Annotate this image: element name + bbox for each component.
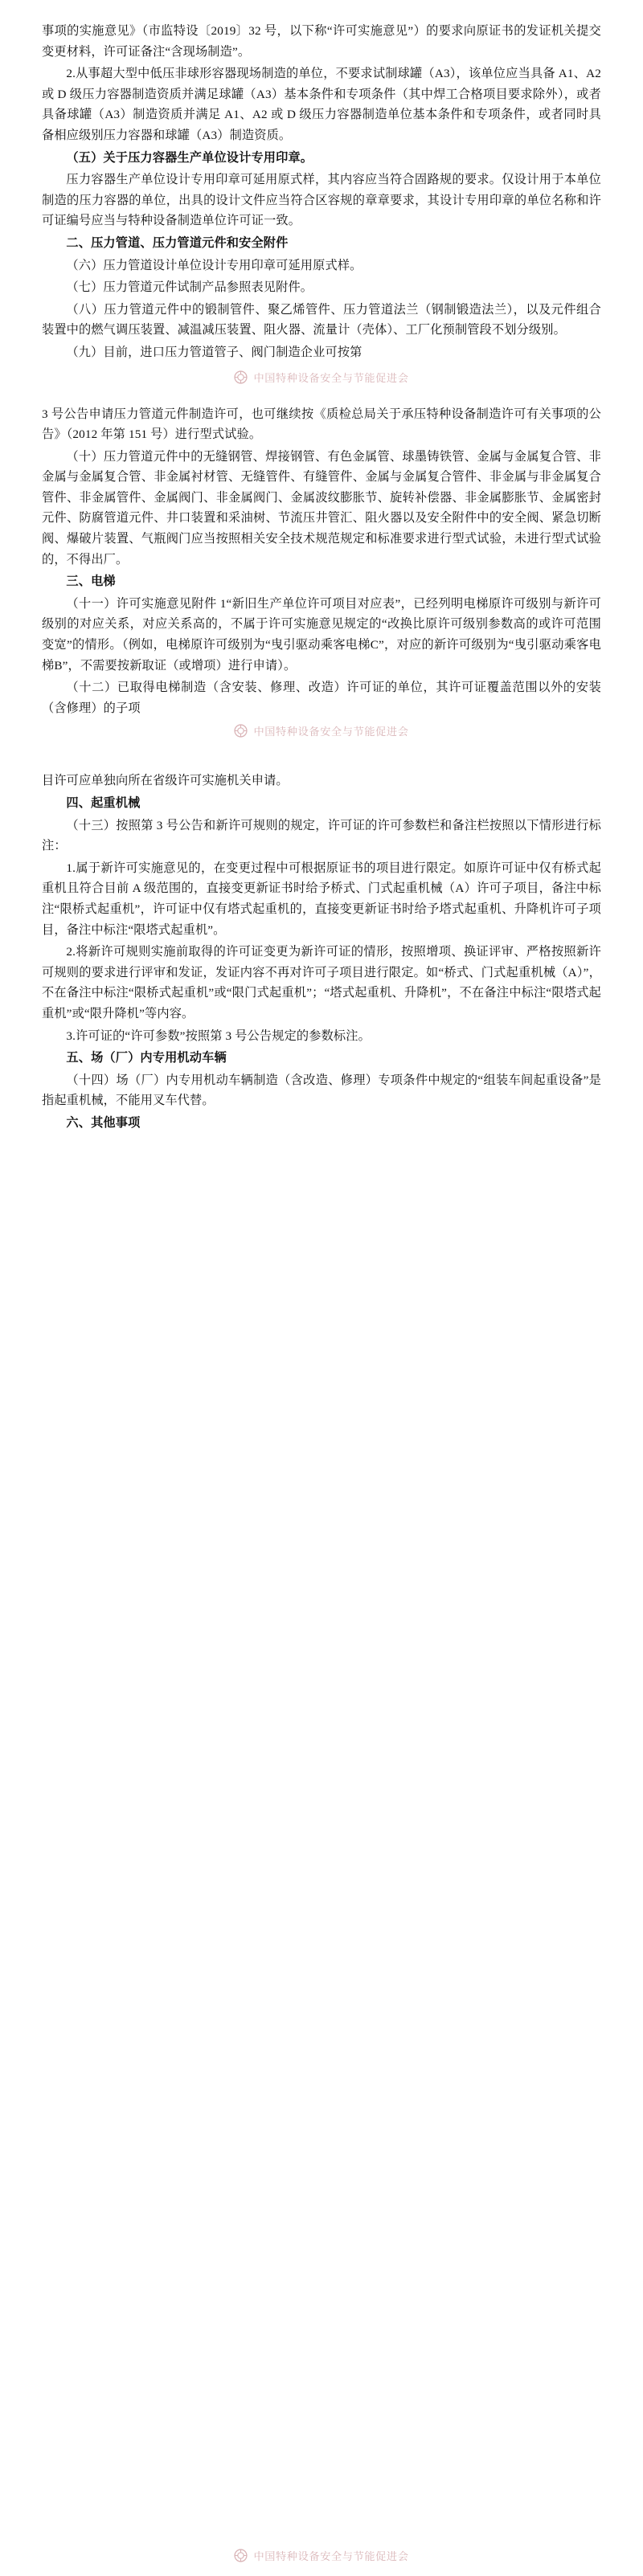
section-heading: 二、压力管道、压力管道元件和安全附件 (66, 235, 289, 250)
paragraph: （六）压力管道设计单位设计专用印章可延用原式样。 (66, 258, 362, 272)
paragraph: 1.属于新许可实施意见的，在变更过程中可根据原证书的项目进行限定。如原许可证中仅有桥式起重机且符合目前 A 级范围的，直接变更新证书时给予桥式、门式起重机械（A）许可子项目，备注中标注“限桥式起重机”，许可证中仅有塔式起重机的，直接变更新证书时给予塔式起重机、升降机许可子项目，备注中标注“限塔式起重机”。 (42, 861, 601, 937)
paragraph: 事项的实施意见》（市监特设〔2019〕32 号，以下称“许可实施意见”）的要求向原证书的发证机关提交变更材料，许可证备注“含现场制造”。 (42, 24, 601, 59)
circle-badge-icon (234, 370, 248, 384)
section-heading: 四、起重机械 (66, 796, 141, 810)
paragraph: （九）目前，进口压力管道管子、阀门制造企业可按第 (66, 345, 362, 359)
paragraph: （八）压力管道元件中的锻制管件、聚乙烯管件、压力管道法兰（钢制锻造法兰），以及元件组合装置中的燃气调压装置、减温减压装置、阻火器、流量计（壳体）、工厂化预制管段不划分级别。 (42, 302, 601, 337)
watermark (42, 370, 601, 385)
paragraph: （十二）已取得电梯制造（含安装、修理、改造）许可证的单位，其许可证覆盖范围以外的安装（含修理）的子项 (42, 681, 601, 715)
section-heading: 三、电梯 (66, 574, 116, 589)
paragraph: （十三）按照第 3 号公告和新许可规则的规定，许可证的许可参数栏和备注栏按照以下情形进行标注： (42, 818, 601, 853)
watermark-text: 中国特种设备安全与节能促进会 (253, 726, 409, 738)
paragraph: （十）压力管道元件中的无缝钢管、焊接钢管、有色金属管、球墨铸铁管、金属与金属复合管、非金属与金属复合管、非金属衬材管、无缝管件、有缝管件、金属与金属复合管件、非金属与非金属复合管件、非金属管件、金属阀门、非金属阀门、金属波纹膨胀节、旋转补偿器、非金属膨胀节、金属密封元件、防腐管道元件、井口装置和采油树、节流压井管汇、阻火器以及安全附件中的安全阀、紧急切断阀、爆破片装置、气瓶阀门应当按照相关安全技术规范规定和标准要求进行型式试验，未进行型式试验的，不得出厂。 (42, 449, 601, 566)
paragraph: （十四）场（厂）内专用机动车辆制造（含改造、修理）专项条件中规定的“组装车间起重设备”是指起重机械，不能用叉车代替。 (42, 1073, 601, 1108)
paragraph: 2.从事超大型中低压非球形容器现场制造的单位，不要求试制球罐（A3），该单位应当具备 A1、A2 或 D 级压力容器制造资质并满足球罐（A3）基本条件和专项条件（其中焊工合格项目要求除外），或者具备球罐（A3）制造资质并满足 A1、A2 或 D 级压力容器制造单位基本条件和专项条件，或者同时具备相应级别压力容器和球罐（A3）制造资质。 (42, 67, 601, 142)
circle-badge-icon (234, 2549, 248, 2562)
watermark (0, 2548, 643, 2563)
paragraph: （七）压力管道元件试制产品参照表见附件。 (66, 280, 313, 295)
paragraph: （十一）许可实施意见附件 1“新旧生产单位许可项目对应表”，已经列明电梯原许可级别与新许可级别的对应关系，对应关系高的，不属于许可实施意见规定的“改换比原许可级别参数高的或许可范围变宽”的情形。（例如，电梯原许可级别为“曳引驱动乘客电梯C”，对应的新许可级别为“曳引驱动乘客电梯B”，不需要按新取证（或增项）进行申请）。 (42, 596, 601, 673)
watermark-text: 中国特种设备安全与节能促进会 (253, 371, 409, 384)
section-heading: 六、其他事项 (66, 1115, 141, 1130)
section-heading: 五、场（厂）内专用机动车辆 (66, 1051, 227, 1065)
paragraph: 3 号公告申请压力管道元件制造许可，也可继续按《质检总局关于承压特种设备制造许可有关事项的公告》（2012 年第 151 号）进行型式试验。 (42, 407, 601, 442)
circle-badge-icon (234, 724, 248, 738)
section-heading: （五）关于压力容器生产单位设计专用印章。 (66, 150, 313, 165)
watermark-text: 中国特种设备安全与节能促进会 (253, 2550, 409, 2562)
paragraph: 3.许可证的“许可参数”按照第 3 号公告规定的参数标注。 (66, 1028, 371, 1043)
paragraph: 2.将新许可规则实施前取得的许可证变更为新许可证的情形，按照增项、换证评审、严格按照新许可规则的要求进行评审和发证，发证内容不再对许可子项目进行限定。如“桥式、门式起重机械（A）”，不在备注中标注“限桥式起重机”或“限门式起重机”；“塔式起重机、升降机”，不在备注中标注“限塔式起重机”或“限升降机”等内容。 (42, 945, 601, 1020)
watermark (42, 723, 601, 738)
paragraph: 压力容器生产单位设计专用印章可延用原式样，其内容应当符合固路规的要求。仅设计用于本单位制造的压力容器的单位，出具的设计文件应当符合区容规的章章要求，其设计专用印章的单位名称和许可证编号应当与特种设备制造单位许可证一致。 (42, 173, 601, 228)
paragraph: 目许可应单独向所在省级许可实施机关申请。 (42, 774, 289, 788)
